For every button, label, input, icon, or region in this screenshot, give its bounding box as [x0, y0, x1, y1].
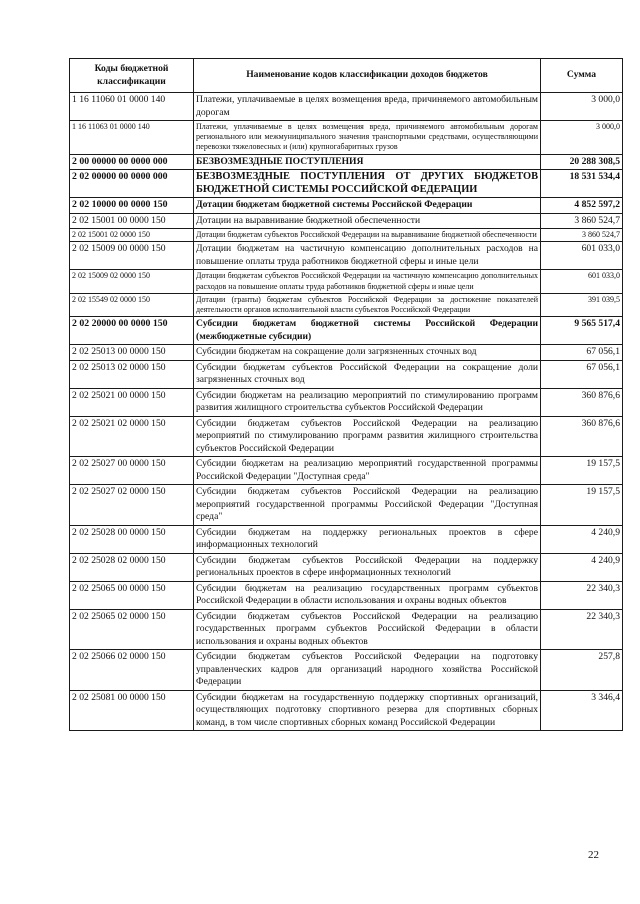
- name-cell: Дотации (гранты) бюджетам субъектов Российской Федерации за достижение показателей деятельности органов исполнительной власти субъектов Российской Федерации: [194, 293, 541, 316]
- code-cell: 2 02 25021 00 0000 150: [70, 388, 194, 416]
- code-cell: 1 16 11060 01 0000 140: [70, 93, 194, 121]
- code-cell: 2 02 20000 00 0000 150: [70, 317, 194, 345]
- table-row: [70, 525, 623, 553]
- sum-cell: 9 565 517,4: [541, 317, 623, 345]
- table-row: [70, 317, 623, 345]
- code-cell: 2 02 10000 00 0000 150: [70, 198, 194, 214]
- table-row: [70, 229, 623, 242]
- name-cell: Субсидии бюджетам субъектов Российской Федерации на поддержку региональных проектов в сфере информационных технологий: [194, 553, 541, 581]
- sum-cell: 4 240,9: [541, 553, 623, 581]
- name-cell: Дотации бюджетам на частичную компенсацию дополнительных расходов на повышение оплаты труда работников бюджетной сферы и иные цели: [194, 242, 541, 270]
- code-cell: 2 02 25065 00 0000 150: [70, 581, 194, 609]
- name-cell: Субсидии бюджетам на поддержку региональных проектов в сфере информационных технологий: [194, 525, 541, 553]
- sum-cell: 20 288 308,5: [541, 154, 623, 170]
- code-cell: 1 16 11063 01 0000 140: [70, 121, 194, 155]
- name-cell: Субсидии бюджетам субъектов Российской Федерации на сокращение доли загрязненных сточных вод: [194, 360, 541, 388]
- table-row: [70, 121, 623, 155]
- sum-cell: 22 340,3: [541, 609, 623, 650]
- sum-cell: 67 056,1: [541, 345, 623, 361]
- table-row: [70, 93, 623, 121]
- name-cell: Субсидии бюджетам на реализацию мероприятий по стимулированию программ развития жилищного строительства субъектов Российской Федерации: [194, 388, 541, 416]
- table-row: [70, 198, 623, 214]
- name-cell: Субсидии бюджетам субъектов Российской Федерации на реализацию государственных программ субъектов Российской Федерации в области использования и охраны водных объектов: [194, 609, 541, 650]
- code-cell: 2 02 25065 02 0000 150: [70, 609, 194, 650]
- sum-cell: 18 531 534,4: [541, 170, 623, 198]
- table-row: [70, 270, 623, 293]
- table-row: [70, 388, 623, 416]
- sum-cell: 4 852 597,2: [541, 198, 623, 214]
- sum-cell: 601 033,0: [541, 242, 623, 270]
- code-cell: 2 02 15009 00 0000 150: [70, 242, 194, 270]
- sum-cell: 360 876,6: [541, 416, 623, 457]
- sum-cell: 22 340,3: [541, 581, 623, 609]
- sum-cell: 4 240,9: [541, 525, 623, 553]
- sum-cell: 19 157,5: [541, 485, 623, 526]
- sum-cell: 3 000,0: [541, 93, 623, 121]
- table-row: [70, 457, 623, 485]
- name-cell: БЕЗВОЗМЕЗДНЫЕ ПОСТУПЛЕНИЯ: [194, 154, 541, 170]
- code-cell: 2 02 25028 00 0000 150: [70, 525, 194, 553]
- sum-cell: 3 860 524,7: [541, 229, 623, 242]
- name-cell: Субсидии бюджетам субъектов Российской Федерации на реализацию мероприятий по стимулированию программ развития жилищного строительства субъектов Российской Федерации: [194, 416, 541, 457]
- table-row: [70, 416, 623, 457]
- budget-revenue-table: [69, 58, 623, 731]
- name-cell: Субсидии бюджетам на реализацию государственных программ субъектов Российской Федерации в области использования и охраны водных объектов: [194, 581, 541, 609]
- sum-cell: 601 033,0: [541, 270, 623, 293]
- sum-cell: 3 346,4: [541, 690, 623, 731]
- code-cell: 2 02 25027 00 0000 150: [70, 457, 194, 485]
- table-row: [70, 485, 623, 526]
- code-cell: 2 02 15001 00 0000 150: [70, 213, 194, 229]
- name-cell: Субсидии бюджетам на сокращение доли загрязненных сточных вод: [194, 345, 541, 361]
- code-cell: 2 02 15009 02 0000 150: [70, 270, 194, 293]
- sum-cell: 67 056,1: [541, 360, 623, 388]
- table-row: [70, 553, 623, 581]
- sum-cell: 3 860 524,7: [541, 213, 623, 229]
- table-row: [70, 242, 623, 270]
- code-cell: 2 02 25066 02 0000 150: [70, 650, 194, 691]
- name-cell: Субсидии бюджетам на государственную поддержку спортивных организаций, осуществляющих подготовку спортивного резерва для спортивных сборных команд, в том числе спортивных сборных команд Российской Федерации: [194, 690, 541, 731]
- table-row: [70, 293, 623, 316]
- header-code: Коды бюджетной классификации: [70, 59, 194, 93]
- name-cell: Дотации бюджетам бюджетной системы Российской Федерации: [194, 198, 541, 214]
- code-cell: 2 00 00000 00 0000 000: [70, 154, 194, 170]
- name-cell: Субсидии бюджетам субъектов Российской Федерации на реализацию мероприятий государственной программы Российской Федерации "Доступная среда": [194, 485, 541, 526]
- table-row: [70, 213, 623, 229]
- code-cell: 2 02 15549 02 0000 150: [70, 293, 194, 316]
- code-cell: 2 02 15001 02 0000 150: [70, 229, 194, 242]
- code-cell: 2 02 00000 00 0000 000: [70, 170, 194, 198]
- sum-cell: 257,8: [541, 650, 623, 691]
- table-row: [70, 170, 623, 198]
- code-cell: 2 02 25013 00 0000 150: [70, 345, 194, 361]
- name-cell: Субсидии бюджетам бюджетной системы Российской Федерации (межбюджетные субсидии): [194, 317, 541, 345]
- sum-cell: 19 157,5: [541, 457, 623, 485]
- table-row: [70, 650, 623, 691]
- header-name: Наименование кодов классификации доходов бюджетов: [194, 59, 541, 93]
- table-row: [70, 345, 623, 361]
- name-cell: Дотации бюджетам субъектов Российской Федерации на выравнивание бюджетной обеспеченности: [194, 229, 541, 242]
- code-cell: 2 02 25021 02 0000 150: [70, 416, 194, 457]
- name-cell: Субсидии бюджетам на реализацию мероприятий государственной программы Российской Федерации "Доступная среда": [194, 457, 541, 485]
- sum-cell: 360 876,6: [541, 388, 623, 416]
- name-cell: Дотации бюджетам субъектов Российской Федерации на частичную компенсацию дополнительных расходов на повышение оплаты труда работников бюджетной сферы и иные цели: [194, 270, 541, 293]
- name-cell: Платежи, уплачиваемые в целях возмещения вреда, причиняемого автомобильным дорогам регионального или межмуниципального значения транспортными средствами, осуществляющими перевозки тяжеловесных и (или) крупногабаритных грузов: [194, 121, 541, 155]
- table-row: [70, 609, 623, 650]
- header-sum: Сумма: [541, 59, 623, 93]
- table-row: [70, 581, 623, 609]
- code-cell: 2 02 25028 02 0000 150: [70, 553, 194, 581]
- sum-cell: 391 039,5: [541, 293, 623, 316]
- table-row: [70, 360, 623, 388]
- code-cell: 2 02 25027 02 0000 150: [70, 485, 194, 526]
- code-cell: 2 02 25013 02 0000 150: [70, 360, 194, 388]
- code-cell: 2 02 25081 00 0000 150: [70, 690, 194, 731]
- name-cell: Платежи, уплачиваемые в целях возмещения вреда, причиняемого автомобильным дорогам: [194, 93, 541, 121]
- name-cell: Дотации на выравнивание бюджетной обеспеченности: [194, 213, 541, 229]
- table-row: [70, 690, 623, 731]
- name-cell: Субсидии бюджетам субъектов Российской Федерации на подготовку управленческих кадров для организаций народного хозяйства Российской Федерации: [194, 650, 541, 691]
- table-header-row: [70, 59, 623, 93]
- sum-cell: 3 000,0: [541, 121, 623, 155]
- name-cell: БЕЗВОЗМЕЗДНЫЕ ПОСТУПЛЕНИЯ ОТ ДРУГИХ БЮДЖЕТОВ БЮДЖЕТНОЙ СИСТЕМЫ РОССИЙСКОЙ ФЕДЕРАЦИИ: [194, 170, 541, 198]
- page-number: 22: [588, 849, 599, 861]
- table-row: [70, 154, 623, 170]
